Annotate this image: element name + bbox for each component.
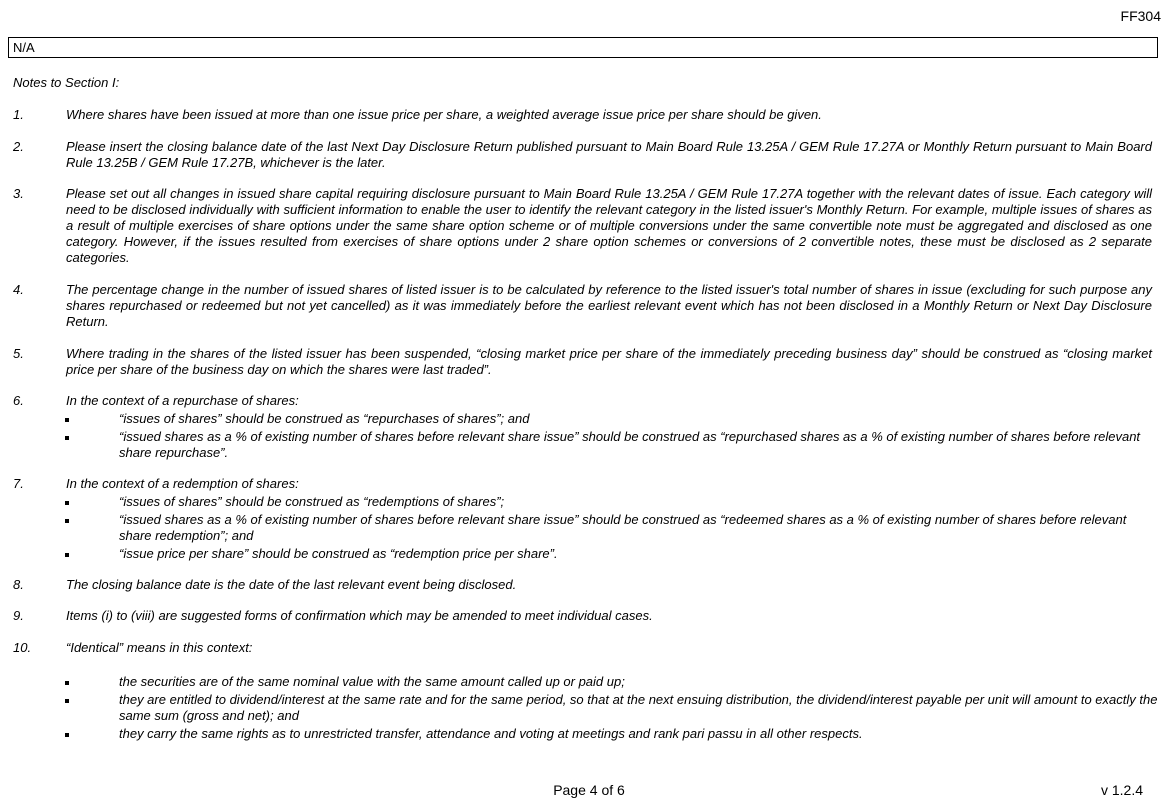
- note-10: [0, 640, 1170, 742]
- list-item-text: “issue price per share” should be construed as “redemption price per share”.: [119, 546, 558, 561]
- notes-heading: Notes to Section I:: [13, 75, 120, 90]
- square-bullet-icon: [65, 501, 69, 505]
- note-text: In the context of a redemption of shares:: [66, 476, 299, 491]
- note-number: 5.: [13, 346, 24, 361]
- list-item-text: “issued shares as a % of existing number of shares before relevant share issue” should be construed as “redeemed shares as a % of existing number of shares before relevant share redemption”; and: [119, 512, 1127, 543]
- note-text: Where trading in the shares of the listed issuer has been suspended, “closing market price per share of the immediately preceding business day” should be construed as “closing market price per share of the business day on which the shares were last traded”.: [66, 346, 1152, 377]
- list-item-text: “issues of shares” should be construed as “repurchases of shares”; and: [119, 411, 530, 426]
- list-item-text: they carry the same rights as to unrestricted transfer, attendance and voting at meetings and rank pari passu in all other respects.: [119, 726, 863, 741]
- list-item: [119, 411, 1159, 427]
- list-item: [119, 726, 1159, 742]
- note-text: In the context of a repurchase of shares:: [66, 393, 299, 408]
- list-item-text: “issues of shares” should be construed as “redemptions of shares”;: [119, 494, 505, 509]
- note-number: 3.: [13, 186, 24, 201]
- note-text: The closing balance date is the date of the last relevant event being disclosed.: [66, 577, 517, 592]
- square-bullet-icon: [65, 418, 69, 422]
- note-text: Please insert the closing balance date of the last Next Day Disclosure Return published pursuant to Main Board Rule 13.25A / GEM Rule 17.27A or Monthly Return pursuant to Main Board Rule 13.25B / GEM Rule 17.27B, whichever is the later.: [66, 139, 1152, 170]
- list-item-text: the securities are of the same nominal value with the same amount called up or paid up;: [119, 674, 625, 689]
- list-item: [119, 546, 1159, 562]
- list-item: [119, 429, 1159, 461]
- list-item: [119, 674, 1159, 690]
- form-code: FF304: [1120, 8, 1161, 24]
- version-label: v 1.2.4: [1100, 782, 1143, 798]
- note-6: [0, 393, 1170, 461]
- list-item: [119, 494, 1159, 510]
- note-text: Please set out all changes in issued share capital requiring disclosure pursuant to Main Board Rule 13.25A / GEM Rule 17.27A together with the relevant dates of issue. Each category will need to be disclosed individually with sufficient information to enable the user to identify the relevant category in the listed issuer's Monthly Return. For example, multiple issues of shares as a result of multiple exercises of share options under the same share option scheme or of multiple conversions under the same convertible note must be aggregated and disclosed as one category. However, if the issues resulted from exercises of share options under 2 share option schemes or conversions of 2 convertible notes, these must be disclosed as 2 separate categories.: [66, 186, 1152, 265]
- square-bullet-icon: [65, 733, 69, 737]
- note-number: 2.: [13, 139, 24, 154]
- note-number: 8.: [13, 577, 24, 592]
- note-7: [0, 476, 1170, 562]
- note-5: [0, 346, 1170, 378]
- square-bullet-icon: [65, 553, 69, 557]
- list-item-text: they are entitled to dividend/interest at the same rate and for the same period, so that at the next ensuing distribution, the dividend/interest payable per unit will amount to exactly the same sum (gross and net); and: [119, 692, 1158, 723]
- square-bullet-icon: [65, 519, 69, 523]
- note-text: “Identical” means in this context:: [66, 640, 253, 655]
- square-bullet-icon: [65, 436, 69, 440]
- list-item: [119, 512, 1159, 544]
- na-field: N/A: [8, 37, 1158, 58]
- note-number: 6.: [13, 393, 24, 408]
- note-text: Items (i) to (viii) are suggested forms of confirmation which may be amended to meet individual cases.: [66, 608, 653, 623]
- page-number: Page 4 of 6: [553, 782, 625, 798]
- note-8: [0, 577, 1170, 593]
- note-2: [0, 139, 1170, 171]
- square-bullet-icon: [65, 681, 69, 685]
- note-text: The percentage change in the number of issued shares of listed issuer is to be calculated by reference to the listed issuer's total number of shares in issue (excluding for such purpose any shares repurchased or redeemed but not yet cancelled) as it was immediately before the earliest relevant event which has not been disclosed in a Monthly Return or Next Day Disclosure Return.: [66, 282, 1152, 329]
- note-text: Where shares have been issued at more than one issue price per share, a weighted average issue price per share should be given.: [66, 107, 822, 122]
- note-number: 4.: [13, 282, 24, 297]
- note-number: 10.: [13, 640, 32, 655]
- note-number: 9.: [13, 608, 24, 623]
- note-3: [0, 186, 1170, 266]
- square-bullet-icon: [65, 699, 69, 703]
- note-1: [0, 107, 1170, 123]
- list-item: [119, 692, 1159, 724]
- list-item-text: “issued shares as a % of existing number of shares before relevant share issue” should be construed as “repurchased shares as a % of existing number of shares before relevant share repurchase”.: [119, 429, 1141, 460]
- note-number: 1.: [13, 107, 24, 122]
- note-9: [0, 608, 1170, 624]
- note-number: 7.: [13, 476, 24, 491]
- note-4: [0, 282, 1170, 330]
